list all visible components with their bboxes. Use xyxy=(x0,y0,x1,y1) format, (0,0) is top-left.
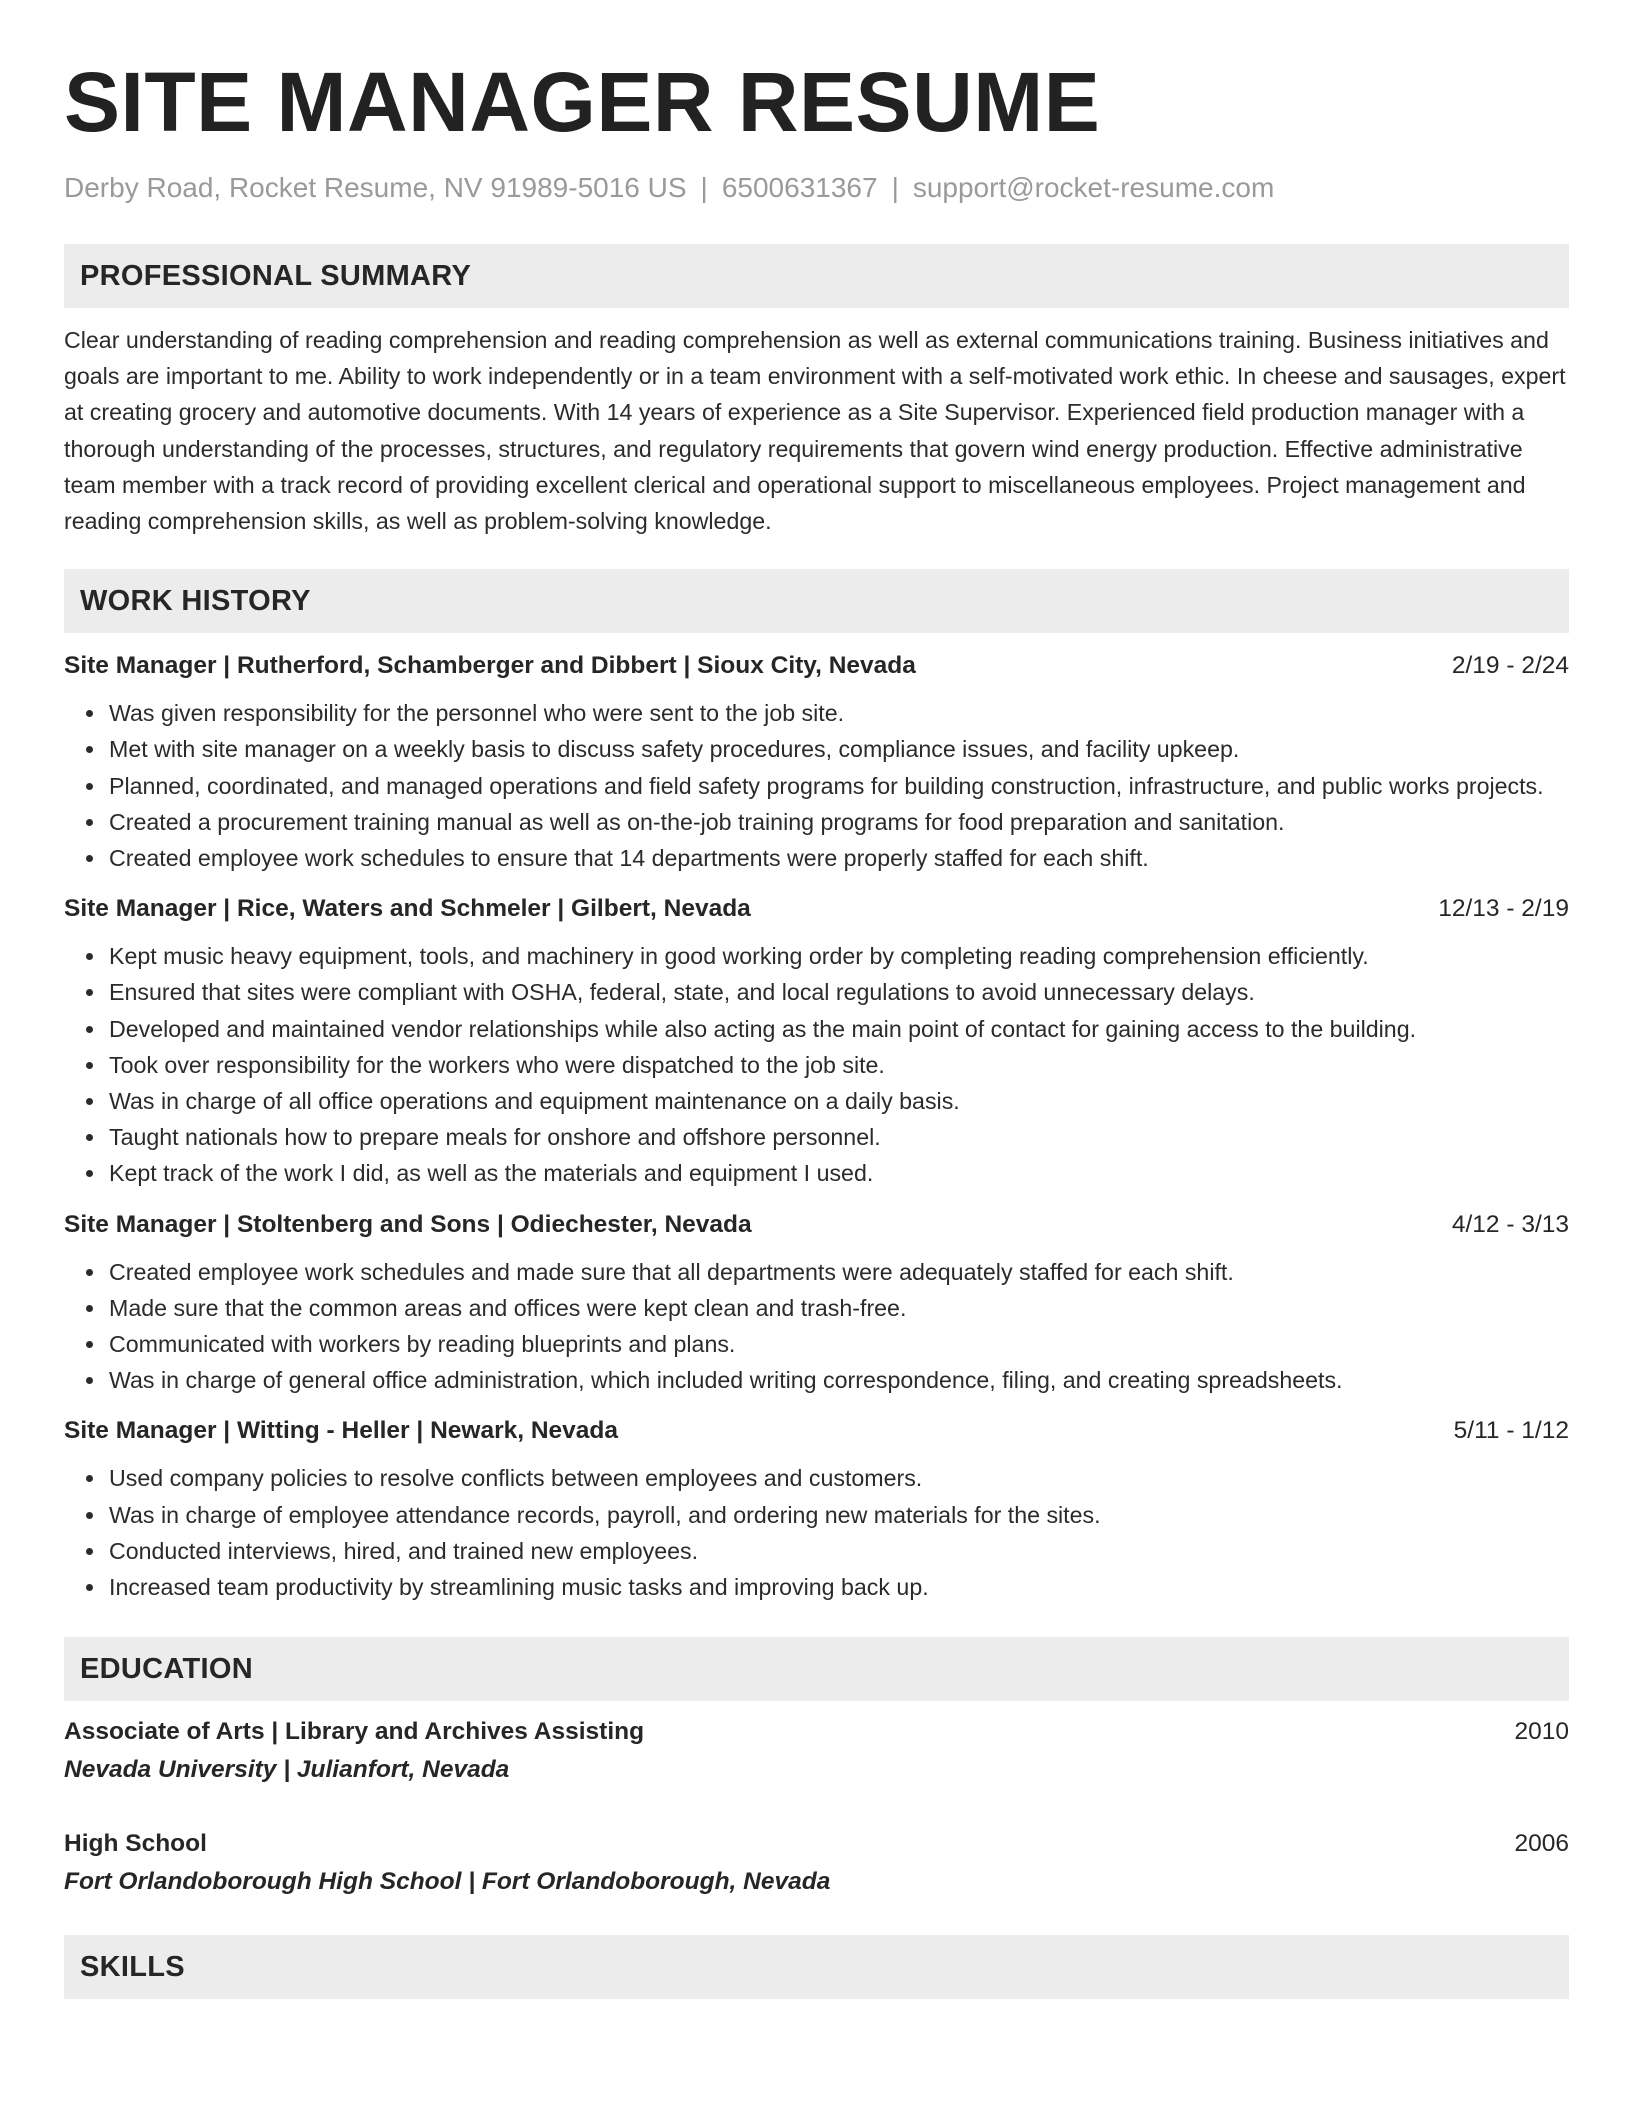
education-degree: High School xyxy=(64,1830,207,1858)
section-heading-work: WORK HISTORY xyxy=(64,569,1569,633)
education-year: 2010 xyxy=(1514,1718,1569,1746)
job-header xyxy=(64,892,1569,926)
job-title: Site Manager | Rutherford, Schamberger and Dibbert | Sioux City, Nevada xyxy=(64,652,916,680)
job-bullet: • Conducted interviews, hired, and trained new employees. xyxy=(107,1533,1569,1569)
job-header xyxy=(64,1414,1569,1448)
section-heading-skills: SKILLS xyxy=(64,1935,1569,1999)
job-bullet: • Used company policies to resolve conflicts between employees and customers. xyxy=(107,1460,1569,1496)
job-header xyxy=(64,649,1569,683)
education-degree: Associate of Arts | Library and Archives Assisting xyxy=(64,1718,645,1746)
contact-separator: | xyxy=(700,172,708,203)
job-title: Site Manager | Witting - Heller | Newark, Nevada xyxy=(64,1417,619,1445)
section-heading-summary: PROFESSIONAL SUMMARY xyxy=(64,244,1569,308)
job-bullet: • Created employee work schedules to ensure that 14 departments were properly staffed for each shift. xyxy=(107,840,1569,876)
job-entry xyxy=(64,892,1569,1191)
resume-title: SITE MANAGER RESUME xyxy=(64,55,1101,149)
job-title: Site Manager | Rice, Waters and Schmeler | Gilbert, Nevada xyxy=(64,895,751,923)
education-school: Nevada University | Julianfort, Nevada xyxy=(64,1756,510,1784)
job-bullet: • Created employee work schedules and made sure that all departments were adequately staffed for each shift. xyxy=(107,1254,1569,1290)
job-header xyxy=(64,1208,1569,1242)
education-header xyxy=(64,1825,1569,1863)
job-bullet: • Kept music heavy equipment, tools, and machinery in good working order by completing reading comprehension efficiently. xyxy=(107,938,1569,974)
job-bullet: • Was given responsibility for the personnel who were sent to the job site. xyxy=(107,695,1569,731)
contact-line xyxy=(64,170,1569,206)
job-entry xyxy=(64,649,1569,876)
job-bullet: • Ensured that sites were compliant with OSHA, federal, state, and local regulations to avoid unnecessary delays. xyxy=(107,974,1569,1010)
job-bullet: • Met with site manager on a weekly basis to discuss safety procedures, compliance issues, and facility upkeep. xyxy=(107,731,1569,767)
contact-address: Derby Road, Rocket Resume, NV 91989-5016 US xyxy=(64,172,687,203)
job-bullets xyxy=(64,938,1569,1191)
job-bullet: • Planned, coordinated, and managed operations and field safety programs for building construction, infrastructure, and public works projects. xyxy=(107,768,1569,804)
job-bullets xyxy=(64,695,1569,876)
job-dates: 12/13 - 2/19 xyxy=(1438,895,1569,923)
job-bullet: • Taught nationals how to prepare meals for onshore and offshore personnel. xyxy=(107,1119,1569,1155)
section-heading-education: EDUCATION xyxy=(64,1637,1569,1701)
job-bullet: • Created a procurement training manual as well as on-the-job training programs for food preparation and sanitation. xyxy=(107,804,1569,840)
job-bullets xyxy=(64,1254,1569,1399)
job-entry xyxy=(64,1208,1569,1399)
job-bullet: • Made sure that the common areas and offices were kept clean and trash-free. xyxy=(107,1290,1569,1326)
job-bullet: • Took over responsibility for the workers who were dispatched to the job site. xyxy=(107,1047,1569,1083)
education-year: 2006 xyxy=(1514,1830,1569,1858)
contact-email: support@rocket-resume.com xyxy=(912,172,1275,203)
job-bullet: • Communicated with workers by reading blueprints and plans. xyxy=(107,1326,1569,1362)
job-bullet: • Was in charge of general office administration, which included writing correspondence, filing, and creating spreadsheets. xyxy=(107,1362,1569,1398)
education-entry xyxy=(64,1713,1569,1789)
contact-separator: | xyxy=(891,172,899,203)
job-bullet: • Kept track of the work I did, as well as the materials and equipment I used. xyxy=(107,1155,1569,1191)
job-dates: 4/12 - 3/13 xyxy=(1451,1210,1569,1238)
job-bullets xyxy=(64,1460,1569,1605)
job-title: Site Manager | Stoltenberg and Sons | Odiechester, Nevada xyxy=(64,1210,752,1238)
education-school: Fort Orlandoborough High School | Fort Orlandoborough, Nevada xyxy=(64,1868,831,1896)
job-entry xyxy=(64,1414,1569,1605)
education-entry xyxy=(64,1825,1569,1901)
summary-text: Clear understanding of reading comprehension and reading comprehension as well as external communications training. Business initiatives and goals are important to me. Ability to work independently or in a team environment with a self-motivated work ethic. In cheese and sausages, expert at creating grocery and automotive documents. With 14 years of experience as a Site Supervisor. Experienced field production manager with a thorough understanding of the processes, structures, and regulatory requirements that govern wind energy production. Effective administrative team member with a track record of providing excellent clerical and operational support to miscellaneous employees. Project management and reading comprehension skills, as well as problem-solving knowledge. xyxy=(64,327,1566,535)
job-bullet: • Developed and maintained vendor relationships while also acting as the main point of contact for gaining access to the building. xyxy=(107,1011,1569,1047)
job-dates: 2/19 - 2/24 xyxy=(1451,652,1569,680)
job-bullet: • Was in charge of employee attendance records, payroll, and ordering new materials for the sites. xyxy=(107,1497,1569,1533)
education-header xyxy=(64,1713,1569,1751)
job-dates: 5/11 - 1/12 xyxy=(1453,1417,1569,1445)
job-bullet: • Increased team productivity by streamlining music tasks and improving back up. xyxy=(107,1569,1569,1605)
contact-phone: 6500631367 xyxy=(721,172,878,203)
job-bullet: • Was in charge of all office operations and equipment maintenance on a daily basis. xyxy=(107,1083,1569,1119)
